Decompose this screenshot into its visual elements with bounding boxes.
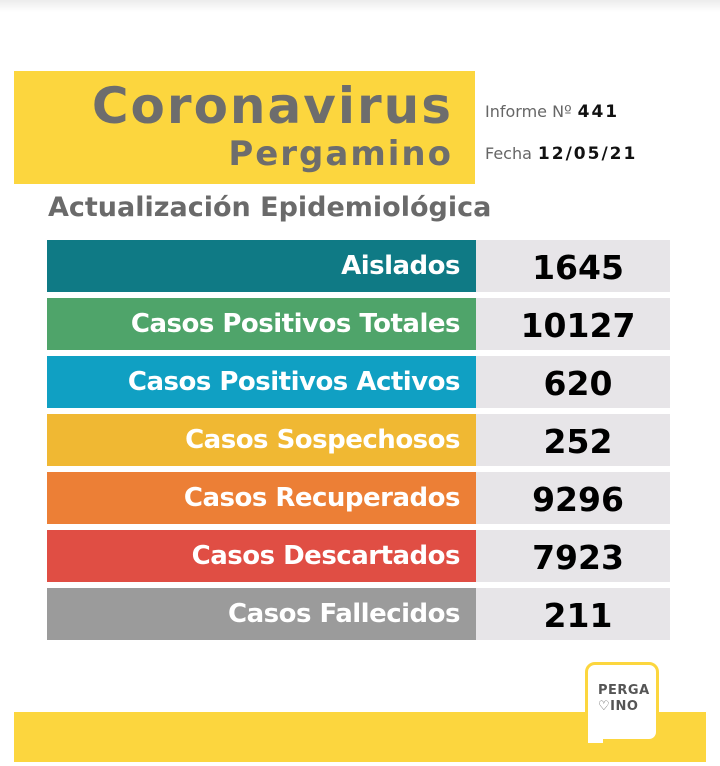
row-value: 211 — [476, 588, 670, 640]
informe-line — [485, 102, 619, 122]
section-title: Actualización Epidemiológica — [48, 192, 492, 223]
informe-label: Informe Nº — [485, 102, 572, 121]
row-value: 9296 — [476, 472, 670, 524]
row-value: 620 — [476, 356, 670, 408]
row-label: Casos Recuperados — [47, 472, 476, 524]
title-banner — [14, 71, 475, 184]
row-value: 252 — [476, 414, 670, 466]
row-descartados — [47, 530, 670, 582]
row-value: 1645 — [476, 240, 670, 292]
logo-text — [598, 683, 650, 715]
row-sospechosos — [47, 414, 670, 466]
row-label: Casos Positivos Totales — [47, 298, 476, 350]
row-recuperados — [47, 472, 670, 524]
fecha-value: 12/05/21 — [537, 144, 638, 164]
row-fallecidos — [47, 588, 670, 640]
logo-line-2: ♡INO — [598, 699, 639, 714]
logo-line-1: PERGA — [598, 683, 650, 698]
subtitle: Pergamino — [228, 134, 453, 174]
fecha-line — [485, 144, 637, 164]
row-positivos-activos — [47, 356, 670, 408]
informe-value: 441 — [577, 102, 620, 122]
row-label: Casos Fallecidos — [47, 588, 476, 640]
row-positivos-totales — [47, 298, 670, 350]
row-value: 7923 — [476, 530, 670, 582]
logo-tail — [585, 728, 603, 746]
fecha-label: Fecha — [485, 144, 532, 163]
row-aislados — [47, 240, 670, 292]
row-label: Casos Sospechosos — [47, 414, 476, 466]
title: Coronavirus — [91, 77, 453, 135]
row-label: Casos Positivos Activos — [47, 356, 476, 408]
row-label: Aislados — [47, 240, 476, 292]
top-shadow — [0, 0, 720, 12]
row-label: Casos Descartados — [47, 530, 476, 582]
row-value: 10127 — [476, 298, 670, 350]
